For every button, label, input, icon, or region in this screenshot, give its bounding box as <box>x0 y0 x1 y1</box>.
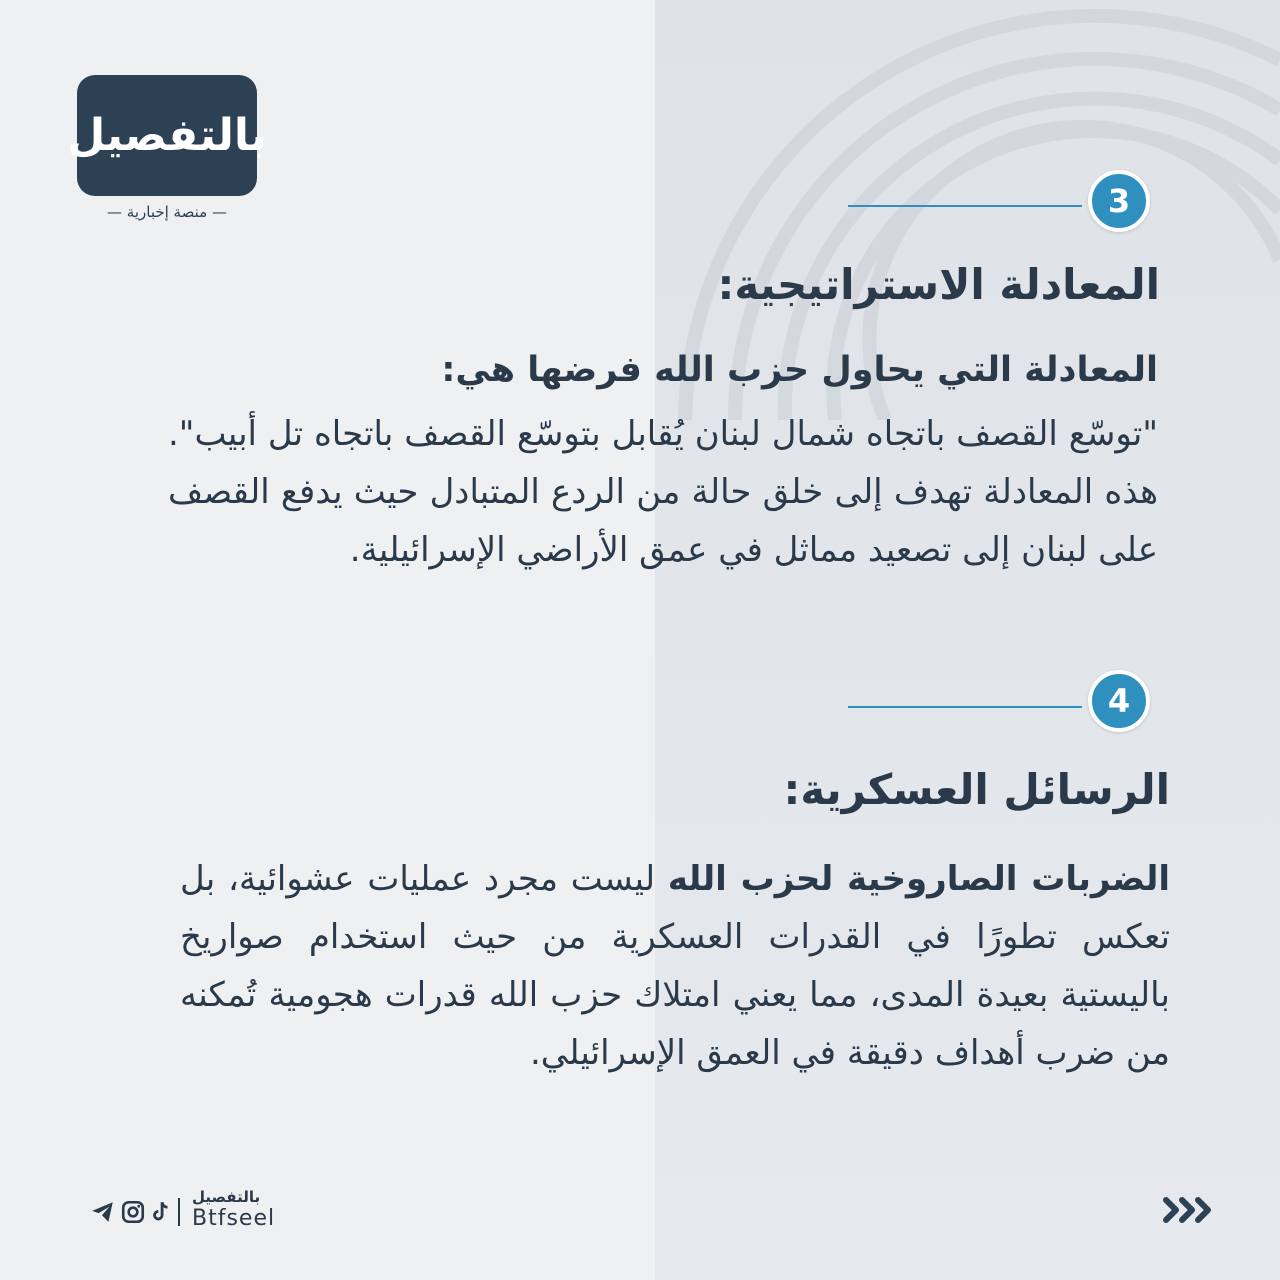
section-3-divider <box>848 205 1082 207</box>
logo-tagline-text: منصة إخبارية <box>126 203 208 221</box>
section-3-number-badge: 3 <box>1088 170 1150 232</box>
triple-chevron-right-icon[interactable] <box>1158 1192 1214 1228</box>
section-4-number-badge: 4 <box>1088 670 1150 732</box>
section-4-body <box>180 850 1170 1082</box>
logo-tagline: — منصة إخبارية — <box>107 203 227 221</box>
brand-logo <box>67 75 267 196</box>
logo-wordmark: بالتفصيل <box>67 110 267 161</box>
section-4-divider <box>848 706 1082 708</box>
instagram-icon[interactable] <box>120 1199 146 1225</box>
section-4-body-bold: الضربات الصاروخية لحزب الله <box>667 859 1170 899</box>
section-3-subheading: المعادلة التي يحاول حزب الله فرضها هي: <box>441 350 1158 390</box>
section-3-heading: المعادلة الاستراتيجية: <box>717 260 1160 309</box>
tiktok-icon[interactable] <box>148 1199 174 1225</box>
footer-separator <box>178 1198 180 1226</box>
section-3-body: "توسّع القصف باتجاه شمال لبنان يُقابل بتوسّع القصف باتجاه تل أبيب". هذه المعادلة تهدف إلى خلق حالة من الردع المتبادل حيث يدفع القصف على لبنان إلى تصعيد مماثل في عمق الأراضي الإسرائيلية. <box>168 414 1158 570</box>
footer-brand-arabic: بالتفصيل <box>192 1188 261 1206</box>
telegram-icon[interactable] <box>90 1199 116 1225</box>
footer-brand <box>192 1188 275 1231</box>
section-4-heading: الرسائل العسكرية: <box>783 765 1170 814</box>
section-4-body-text: ليست مجرد عمليات عشوائية، بل تعكس تطورًا في القدرات العسكرية من حيث استخدام صواريخ باليستية بعيدة المدى، مما يعني امتلاك حزب الله قدرات هجومية تُمكنه من ضرب أهداف دقيقة في العمق الإسرائيلي. <box>180 859 1170 1073</box>
footer-brand-english: Btfseel <box>192 1206 276 1231</box>
